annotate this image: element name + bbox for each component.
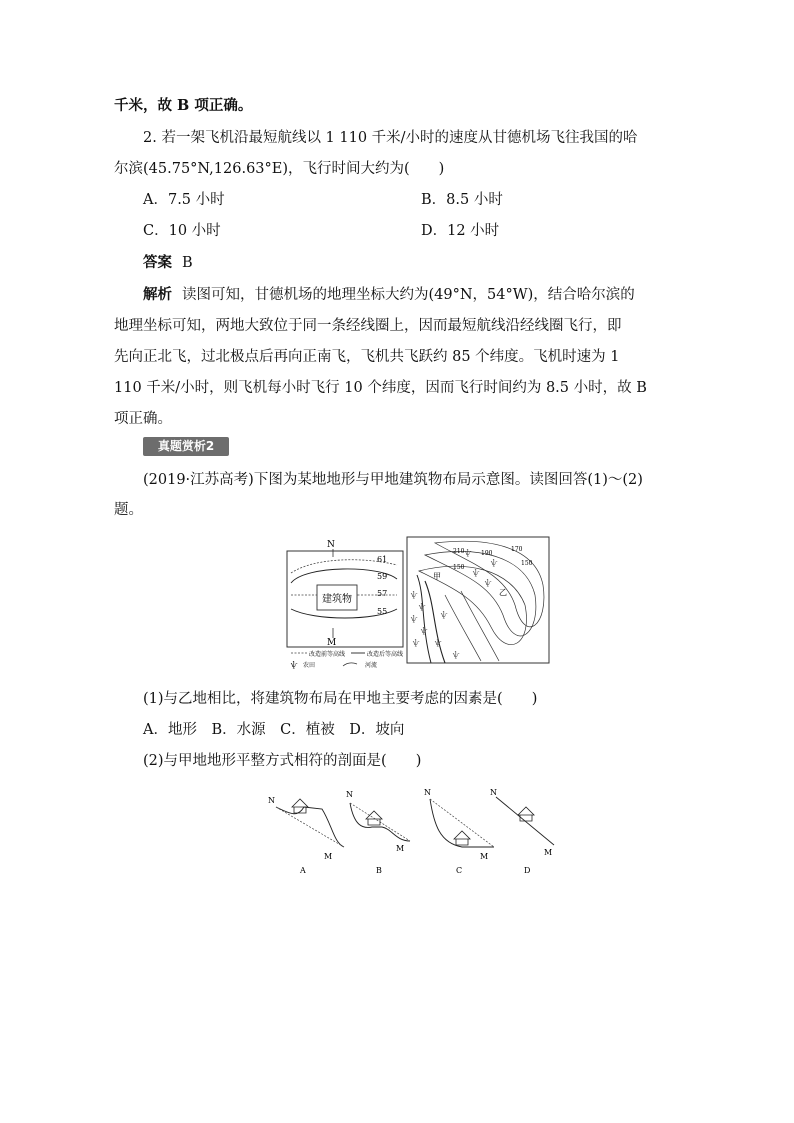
analysis-line: 项正确。: [114, 411, 172, 427]
svg-text:ѱ: ѱ: [491, 559, 498, 567]
answer-value: B: [182, 255, 193, 271]
option-b: B．8.5 小时: [421, 192, 503, 208]
svg-text:ѱ: ѱ: [419, 603, 426, 611]
option-c: C．10 小时: [143, 223, 221, 239]
svg-text:ѱ: ѱ: [435, 639, 442, 647]
river-icon: [343, 663, 357, 666]
original-profile: [430, 799, 494, 847]
svg-text:ѱ: ѱ: [485, 579, 492, 587]
legend-after: 改造后等高线: [367, 651, 404, 658]
contour-label: 59: [377, 572, 388, 581]
question-intro: (2019·江苏高考)下图为某地地形与甲地建筑物布局示意图。读图回答(1)～(2): [143, 472, 643, 488]
profile-n-label: N: [346, 790, 353, 799]
profile-letter: D: [524, 866, 531, 875]
house-icon: [518, 807, 534, 821]
profile-n-label: N: [268, 796, 275, 805]
south-label: M: [327, 638, 337, 648]
analysis-row: [143, 285, 635, 305]
map-label: 150: [521, 560, 533, 567]
profile-letter: B: [376, 866, 382, 875]
analysis-line: 地理坐标可知，两地大致位于同一条经线圈上，因而最短航线沿经线圈飞行，即: [114, 318, 622, 334]
svg-text:ѱ: ѱ: [411, 615, 418, 623]
contour-label: 57: [377, 589, 388, 598]
building-label: 建筑物: [322, 594, 352, 605]
svg-text:ѱ: ѱ: [473, 569, 480, 577]
svg-text:ѱ: ѱ: [411, 591, 418, 599]
analysis-label: 解析: [143, 286, 172, 303]
contour-label: 61: [377, 555, 388, 564]
map-label: 150: [453, 564, 465, 571]
profile-panel-b: [346, 790, 410, 875]
original-profile: [276, 807, 344, 847]
svg-text:ѱ: ѱ: [453, 651, 460, 659]
svg-text:ѱ: ѱ: [421, 627, 428, 635]
question-intro-cont: 题。: [114, 502, 143, 518]
map-label: 170: [511, 546, 523, 553]
svg-text:ѱ: ѱ: [465, 549, 472, 557]
house-icon: [292, 799, 308, 813]
question-2-stem: 2. 若一架飞机沿最短航线以 1 110 千米/小时的速度从甘德机场飞往我国的哈: [143, 130, 638, 146]
option-a: A．7.5 小时: [143, 192, 225, 208]
profile-n-label: N: [490, 788, 497, 797]
analysis-line: 110 千米/小时，则飞机每小时飞行 10 个纬度，因而飞行时间约为 8.5 小时，故 B: [114, 380, 647, 396]
contour-line: [445, 595, 481, 661]
legend-before: 改造前等高线: [309, 651, 346, 658]
profile-letter: A: [300, 866, 306, 875]
sub-question-2: (2)与甲地地形平整方式相符的剖面是( ): [143, 753, 422, 769]
river: [417, 575, 431, 663]
site-yi-label: 乙: [499, 588, 507, 597]
section-tag: 真题赏析2: [143, 437, 229, 456]
profile-m-label: M: [396, 844, 405, 853]
analysis-text: 读图可知，甘德机场的地理坐标大约为(49°N，54°W)，结合哈尔滨的: [182, 287, 635, 303]
contour-map-frame: [407, 537, 549, 663]
profile-n-label: N: [424, 788, 431, 797]
profile-m-label: M: [480, 852, 489, 861]
profile-figure: [262, 785, 562, 880]
site-jia-label: 甲: [433, 572, 441, 581]
map-label: 190: [481, 550, 493, 557]
contour-label: 55: [377, 607, 388, 616]
analysis-line: 先向正北飞，过北极点后再向正南飞，飞机共飞跃约 85 个纬度。飞机时速为 1: [114, 349, 620, 365]
profile-panel-d: [490, 788, 554, 875]
profile-panel-a: [268, 796, 344, 875]
terrain-figure: [285, 535, 551, 670]
house-icon: [454, 831, 470, 845]
map-label: 210: [453, 548, 465, 555]
svg-text:ѱ: ѱ: [413, 639, 420, 647]
question-2-stem-cont: 尔滨(45.75°N,126.63°E)，飞行时间大约为( ): [114, 161, 445, 177]
answer-row: [143, 253, 193, 273]
profile-m-label: M: [324, 852, 333, 861]
profile-panel-c: [424, 788, 494, 875]
legend-river: 河流: [365, 662, 378, 669]
svg-text:ѱ: ѱ: [441, 611, 448, 619]
sub-question-1: (1)与乙地相比，将建筑物布局在甲地主要考虑的因素是( ): [143, 691, 538, 707]
answer-label: 答案: [143, 254, 172, 271]
farm-icon: ѱ: [291, 661, 298, 669]
contour-line: [461, 591, 499, 661]
profile-m-label: M: [544, 848, 553, 857]
north-label: N: [327, 540, 335, 550]
legend-farm: 农田: [303, 662, 316, 669]
text-line: 千米，故 B 项正确。: [114, 97, 253, 114]
sub-question-1-options: A．地形 B．水源 C．植被 D．坡向: [143, 722, 405, 738]
profile-letter: C: [456, 866, 463, 875]
option-d: D．12 小时: [421, 223, 500, 239]
